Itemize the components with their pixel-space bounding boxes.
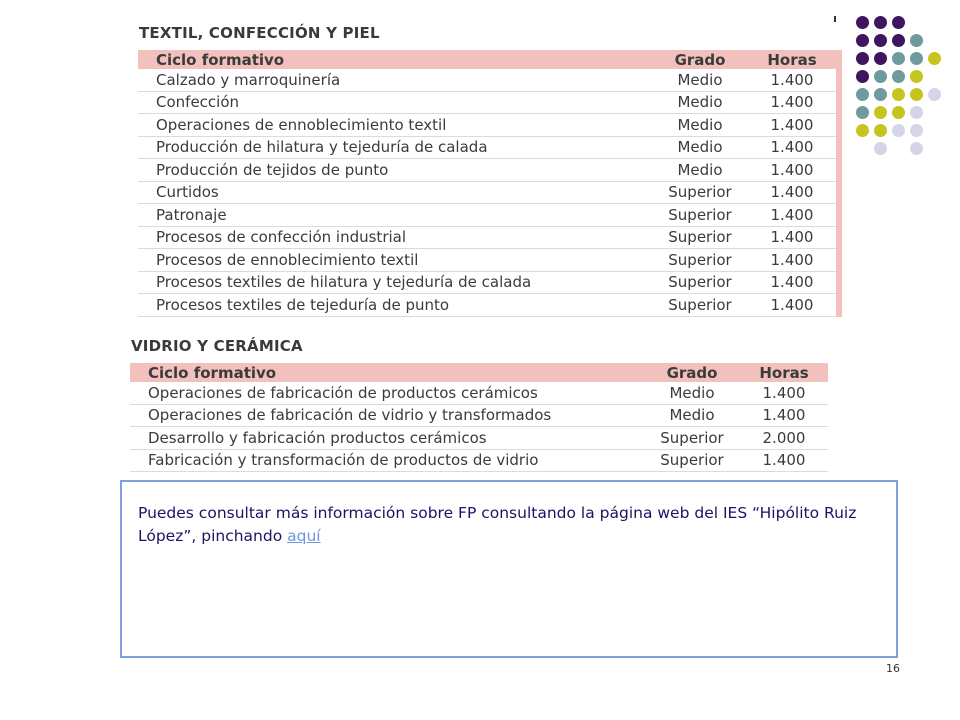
more-info-link[interactable]: aquí xyxy=(287,527,321,545)
table-row xyxy=(138,159,839,182)
textil-table xyxy=(138,50,842,317)
cell-grado: Superior xyxy=(652,181,748,204)
cell-horas: 1.400 xyxy=(748,181,839,204)
textil-title: TEXTIL, CONFECCIÓN Y PIEL xyxy=(139,24,380,42)
info-box xyxy=(120,480,898,658)
corner-tick xyxy=(834,16,836,22)
cell-ciclo: Procesos de ennoblecimiento textil xyxy=(138,249,652,272)
cell-ciclo: Confección xyxy=(138,91,652,114)
cell-ciclo: Operaciones de ennoblecimiento textil xyxy=(138,114,652,137)
page-number: 16 xyxy=(886,662,900,675)
table-row xyxy=(138,249,839,272)
cell-ciclo: Fabricación y transformación de productos de vidrio xyxy=(130,449,644,472)
cell-ciclo: Desarrollo y fabricación productos cerámicos xyxy=(130,427,644,450)
cell-horas: 1.400 xyxy=(748,204,839,227)
table-row xyxy=(130,449,828,472)
table-row xyxy=(138,114,839,137)
decorative-dot xyxy=(910,34,923,47)
cell-grado: Superior xyxy=(644,449,740,472)
cell-horas: 1.400 xyxy=(748,271,839,294)
cell-grado: Superior xyxy=(652,204,748,227)
table-row xyxy=(138,181,839,204)
decorative-dot xyxy=(892,16,905,29)
decorative-dot xyxy=(910,142,923,155)
decorative-dot xyxy=(856,34,869,47)
table-row xyxy=(138,226,839,249)
cell-horas: 1.400 xyxy=(748,91,839,114)
header-horas: Horas xyxy=(748,50,839,69)
decorative-dot xyxy=(928,52,941,65)
cell-grado: Medio xyxy=(652,159,748,182)
header-grado: Grado xyxy=(644,363,740,382)
cell-grado: Superior xyxy=(652,226,748,249)
decorative-dot xyxy=(910,106,923,119)
cell-ciclo: Curtidos xyxy=(138,181,652,204)
cell-grado: Medio xyxy=(652,91,748,114)
cell-grado: Superior xyxy=(644,427,740,450)
table-row xyxy=(138,69,839,91)
decorative-dot xyxy=(856,124,869,137)
header-grado: Grado xyxy=(652,50,748,69)
cell-ciclo: Procesos textiles de hilatura y tejeduría de calada xyxy=(138,271,652,294)
decorative-dot xyxy=(874,16,887,29)
decorative-dot xyxy=(874,34,887,47)
decorative-dot xyxy=(928,88,941,101)
info-text: Puedes consultar más información sobre FP consultando la página web del IES “Hipólito Ruiz López”, pinchando xyxy=(138,504,857,545)
decorative-dot xyxy=(910,70,923,83)
decorative-dot xyxy=(856,106,869,119)
cell-horas: 1.400 xyxy=(740,382,828,404)
table-row xyxy=(130,404,828,427)
decorative-dot xyxy=(892,52,905,65)
cell-ciclo: Producción de tejidos de punto xyxy=(138,159,652,182)
vidrio-section xyxy=(130,337,828,472)
textil-header-row xyxy=(138,50,839,69)
cell-horas: 2.000 xyxy=(740,427,828,450)
cell-horas: 1.400 xyxy=(748,159,839,182)
cell-ciclo: Procesos de confección industrial xyxy=(138,226,652,249)
vidrio-title: VIDRIO Y CERÁMICA xyxy=(131,337,303,355)
table-row xyxy=(138,271,839,294)
info-paragraph xyxy=(138,502,918,548)
decorative-dot xyxy=(892,106,905,119)
header-ciclo: Ciclo formativo xyxy=(130,363,644,382)
cell-ciclo: Operaciones de fabricación de productos cerámicos xyxy=(130,382,644,404)
cell-grado: Medio xyxy=(652,114,748,137)
cell-horas: 1.400 xyxy=(748,114,839,137)
vidrio-header-row xyxy=(130,363,828,382)
vidrio-table xyxy=(130,363,828,472)
cell-ciclo: Operaciones de fabricación de vidrio y transformados xyxy=(130,404,644,427)
textil-section xyxy=(138,24,842,317)
cell-horas: 1.400 xyxy=(748,249,839,272)
decorative-dot xyxy=(856,70,869,83)
cell-horas: 1.400 xyxy=(748,136,839,159)
decorative-dot-grid xyxy=(852,14,952,154)
cell-ciclo: Patronaje xyxy=(138,204,652,227)
cell-horas: 1.400 xyxy=(740,449,828,472)
decorative-dot xyxy=(874,124,887,137)
table-row xyxy=(138,91,839,114)
table-row xyxy=(130,382,828,404)
cell-grado: Superior xyxy=(652,249,748,272)
decorative-dot xyxy=(856,52,869,65)
decorative-dot xyxy=(910,124,923,137)
cell-ciclo: Calzado y marroquinería xyxy=(138,69,652,91)
cell-ciclo: Procesos textiles de tejeduría de punto xyxy=(138,294,652,317)
decorative-dot xyxy=(874,52,887,65)
cell-grado: Medio xyxy=(644,404,740,427)
cell-grado: Superior xyxy=(652,294,748,317)
cell-grado: Medio xyxy=(644,382,740,404)
cell-horas: 1.400 xyxy=(748,294,839,317)
decorative-dot xyxy=(910,52,923,65)
decorative-dot xyxy=(874,142,887,155)
decorative-dot xyxy=(856,88,869,101)
decorative-dot xyxy=(910,88,923,101)
decorative-dot xyxy=(892,70,905,83)
table-row xyxy=(138,136,839,159)
table-row xyxy=(138,204,839,227)
header-ciclo: Ciclo formativo xyxy=(138,50,652,69)
cell-grado: Medio xyxy=(652,136,748,159)
header-horas: Horas xyxy=(740,363,828,382)
cell-ciclo: Producción de hilatura y tejeduría de calada xyxy=(138,136,652,159)
cell-grado: Superior xyxy=(652,271,748,294)
cell-horas: 1.400 xyxy=(748,69,839,91)
decorative-dot xyxy=(874,106,887,119)
table-row xyxy=(130,427,828,450)
decorative-dot xyxy=(892,34,905,47)
table-row xyxy=(138,294,839,317)
decorative-dot xyxy=(856,16,869,29)
decorative-dot xyxy=(874,88,887,101)
decorative-dot xyxy=(892,88,905,101)
cell-horas: 1.400 xyxy=(740,404,828,427)
decorative-dot xyxy=(892,124,905,137)
cell-grado: Medio xyxy=(652,69,748,91)
decorative-dot xyxy=(874,70,887,83)
cell-horas: 1.400 xyxy=(748,226,839,249)
